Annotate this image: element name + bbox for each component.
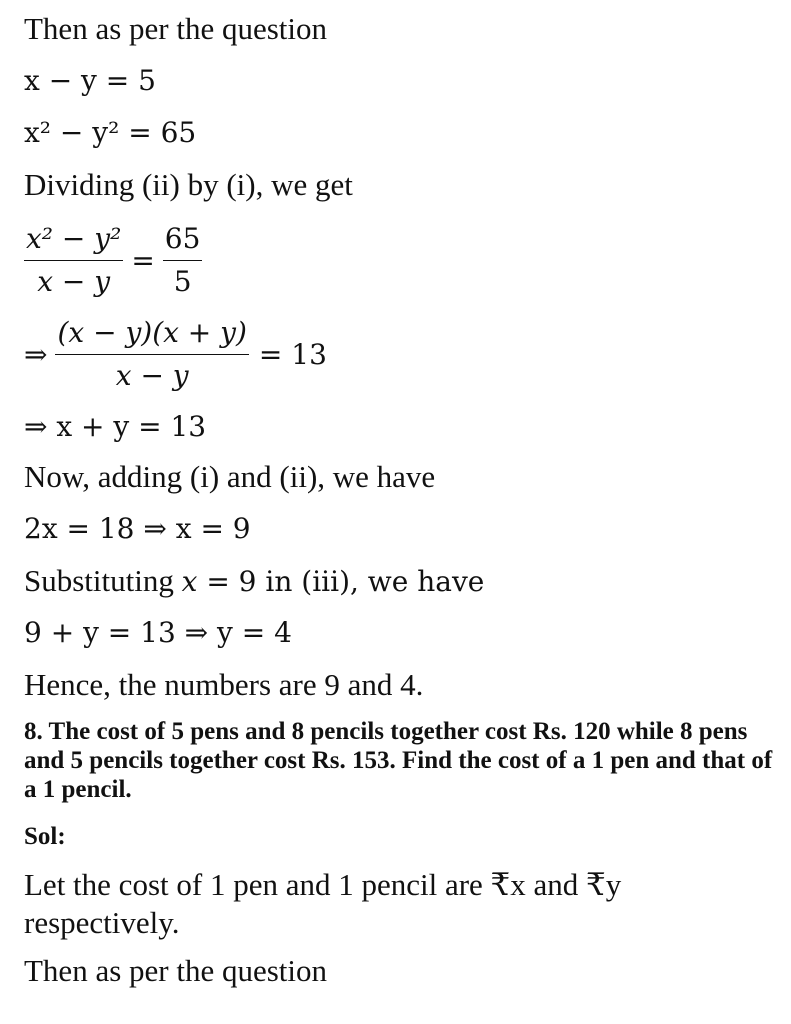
text-line-let: Let the cost of 1 pen and 1 pencil are ₹x and ₹y respectively. <box>24 867 622 940</box>
fraction-denominator: 5 <box>173 265 192 298</box>
fraction-rhs <box>163 222 203 299</box>
equation-i: x − y = 5 <box>24 64 156 97</box>
equation-x: 2x = 18 ⇒ x = 9 <box>24 512 251 545</box>
text-line-then: Then as per the question <box>24 953 328 988</box>
fraction-lhs <box>55 316 248 393</box>
fraction-lhs <box>24 222 123 299</box>
text-line-adding: Now, adding (i) and (ii), we have <box>24 459 436 494</box>
fraction-denominator: x − y <box>37 265 111 298</box>
fraction-equation-1 <box>24 222 202 299</box>
question-8: 8. The cost of 5 pens and 8 pencils together cost Rs. 120 while 8 pens and 5 pencils together cost Rs. 153. Find the cost of a 1 pen and that of a 1 pencil. <box>24 718 773 803</box>
text-line-substituting <box>24 562 484 601</box>
equation-y: 9 + y = 13 ⇒ y = 4 <box>24 616 292 649</box>
text-fragment: Substituting <box>24 563 182 598</box>
equation-ii: x² − y² = 65 <box>24 116 197 149</box>
math-variable: x <box>181 565 198 598</box>
text-line-intro: Then as per the question <box>24 11 328 46</box>
text-fragment: = 9 in (iii), we have <box>197 565 485 598</box>
fraction-numerator: (x − y)(x + y) <box>55 316 248 355</box>
text-line-dividing: Dividing (ii) by (i), we get <box>24 167 353 202</box>
equals-sign: = <box>131 244 155 277</box>
fraction-equation-2 <box>24 316 327 393</box>
fraction-denominator: x − y <box>115 359 189 392</box>
solution-label: Sol: <box>24 823 66 850</box>
equation-rhs: = 13 <box>258 338 327 371</box>
implies-arrow: ⇒ <box>24 338 48 371</box>
fraction-numerator: x² − y² <box>24 222 123 261</box>
text-line-conclusion: Hence, the numbers are 9 and 4. <box>24 667 424 702</box>
fraction-numerator: 65 <box>163 222 203 261</box>
equation-iii: ⇒ x + y = 13 <box>24 410 207 443</box>
